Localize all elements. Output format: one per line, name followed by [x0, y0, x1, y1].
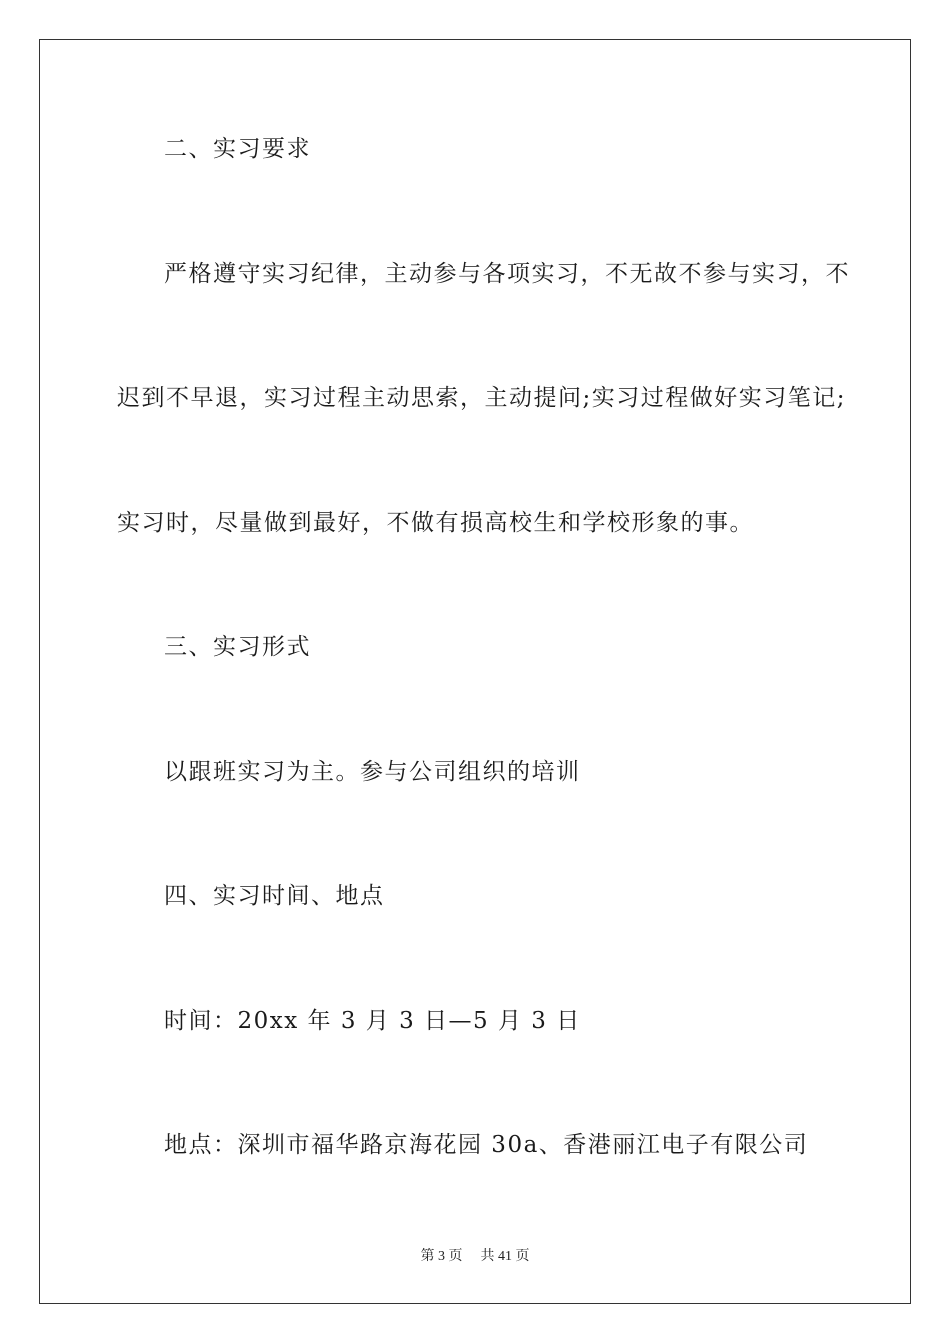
paragraph-line: 以跟班实习为主。参与公司组织的培训 — [164, 759, 581, 785]
paragraph-line: 实习时，尽量做到最好，不做有损高校生和学校形象的事。 — [117, 510, 754, 536]
section-heading-time-place: 四、实习时间、地点 — [164, 883, 385, 909]
page-footer — [0, 1248, 950, 1266]
paragraph-line: 迟到不早退，实习过程主动思索，主动提问;实习过程做好实习笔记; — [117, 385, 846, 411]
page-total: 共 41 页 — [480, 1249, 530, 1264]
paragraph-line-location: 地点：深圳市福华路京海花园 30a、香港丽江电子有限公司 — [164, 1132, 809, 1158]
section-heading-format: 三、实习形式 — [164, 634, 311, 660]
page-border — [39, 39, 911, 1304]
paragraph-line-time: 时间：20xx 年 3 月 3 日—5 月 3 日 — [164, 1008, 581, 1034]
paragraph-line: 严格遵守实习纪律，主动参与各项实习，不无故不参与实习，不 — [164, 261, 850, 287]
page-number: 第 3 页 — [420, 1249, 463, 1264]
section-heading-requirements: 二、实习要求 — [164, 136, 311, 162]
